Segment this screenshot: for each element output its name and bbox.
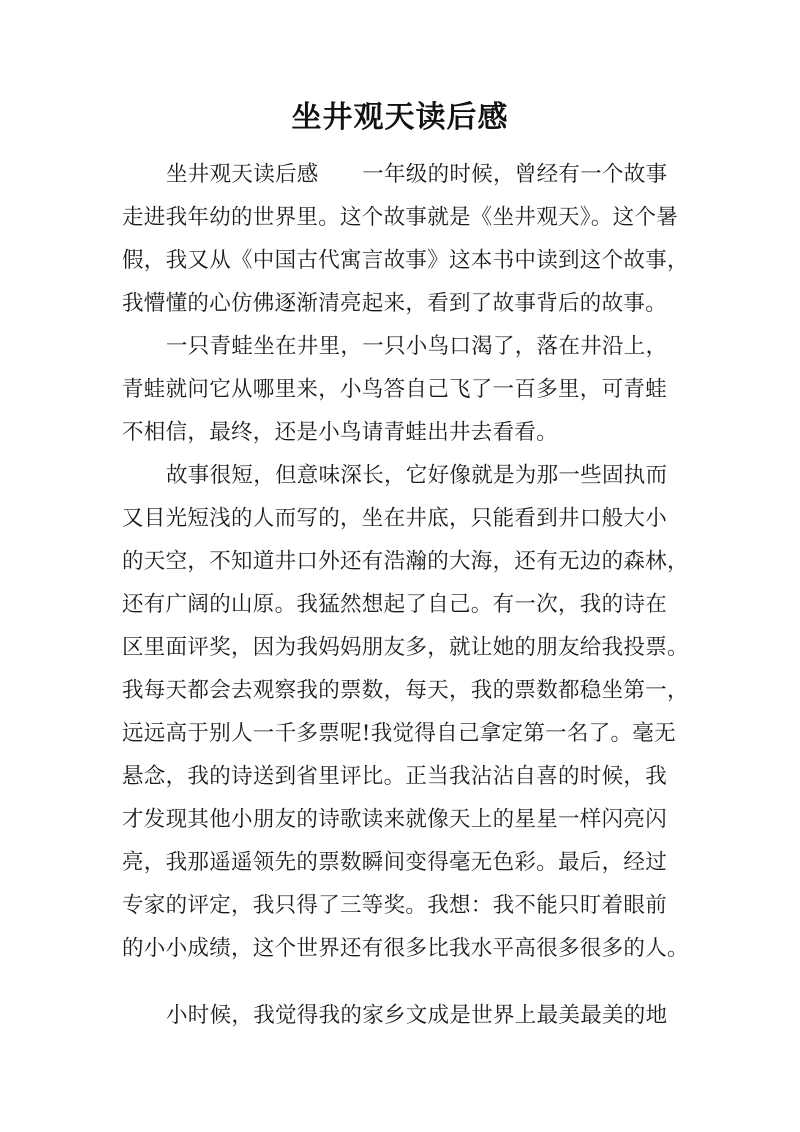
text-line: 我每天都会去观察我的票数，每天，我的票数都稳坐第一， bbox=[122, 678, 689, 703]
text-line: 不相信，最终，还是小鸟请青蛙出井去看看。 bbox=[122, 420, 559, 445]
text-line: 坐井观天读后感 一年级的时候，曾经有一个故事 bbox=[166, 162, 668, 187]
text-line: 故事很短，但意味深长，它好像就是为那一些固执而 bbox=[166, 463, 668, 488]
text-line: 走进我年幼的世界里。这个故事就是《坐井观天》。这个暑 bbox=[122, 205, 679, 230]
text-line: 才发现其他小朋友的诗歌读来就像天上的星星一样闪亮闪 bbox=[122, 807, 668, 832]
text-line: 假，我又从《中国古代寓言故事》这本书中读到这个故事， bbox=[122, 248, 689, 273]
text-line: 我懵懂的心仿佛逐渐清亮起来，看到了故事背后的故事。 bbox=[122, 291, 668, 316]
text-line: 远远高于别人一千多票呢!我觉得自己拿定第一名了。毫无 bbox=[122, 721, 676, 746]
text-line: 一只青蛙坐在井里，一只小鸟口渴了，落在井沿上， bbox=[166, 334, 668, 359]
text-line: 又目光短浅的人而写的，坐在井底，只能看到井口般大小 bbox=[122, 506, 668, 531]
text-line: 的小小成绩，这个世界还有很多比我水平高很多很多的人。 bbox=[122, 936, 689, 961]
text-line: 区里面评奖，因为我妈妈朋友多，就让她的朋友给我投票。 bbox=[122, 635, 689, 660]
text-line: 还有广阔的山原。我猛然想起了自己。有一次，我的诗在 bbox=[122, 592, 668, 617]
text-line: 亮，我那遥遥领先的票数瞬间变得毫无色彩。最后，经过 bbox=[122, 850, 668, 875]
text-line: 的天空，不知道井口外还有浩瀚的大海，还有无边的森林， bbox=[122, 549, 689, 574]
text-line: 悬念，我的诗送到省里评比。正当我沾沾自喜的时候，我 bbox=[122, 764, 668, 789]
text-line: 小时候，我觉得我的家乡文成是世界上最美最美的地 bbox=[166, 1003, 668, 1028]
page-title: 坐井观天读后感 bbox=[291, 100, 509, 135]
text-line: 专家的评定，我只得了三等奖。我想：我不能只盯着眼前 bbox=[122, 893, 668, 918]
text-line: 青蛙就问它从哪里来，小鸟答自己飞了一百多里，可青蛙 bbox=[122, 377, 668, 402]
